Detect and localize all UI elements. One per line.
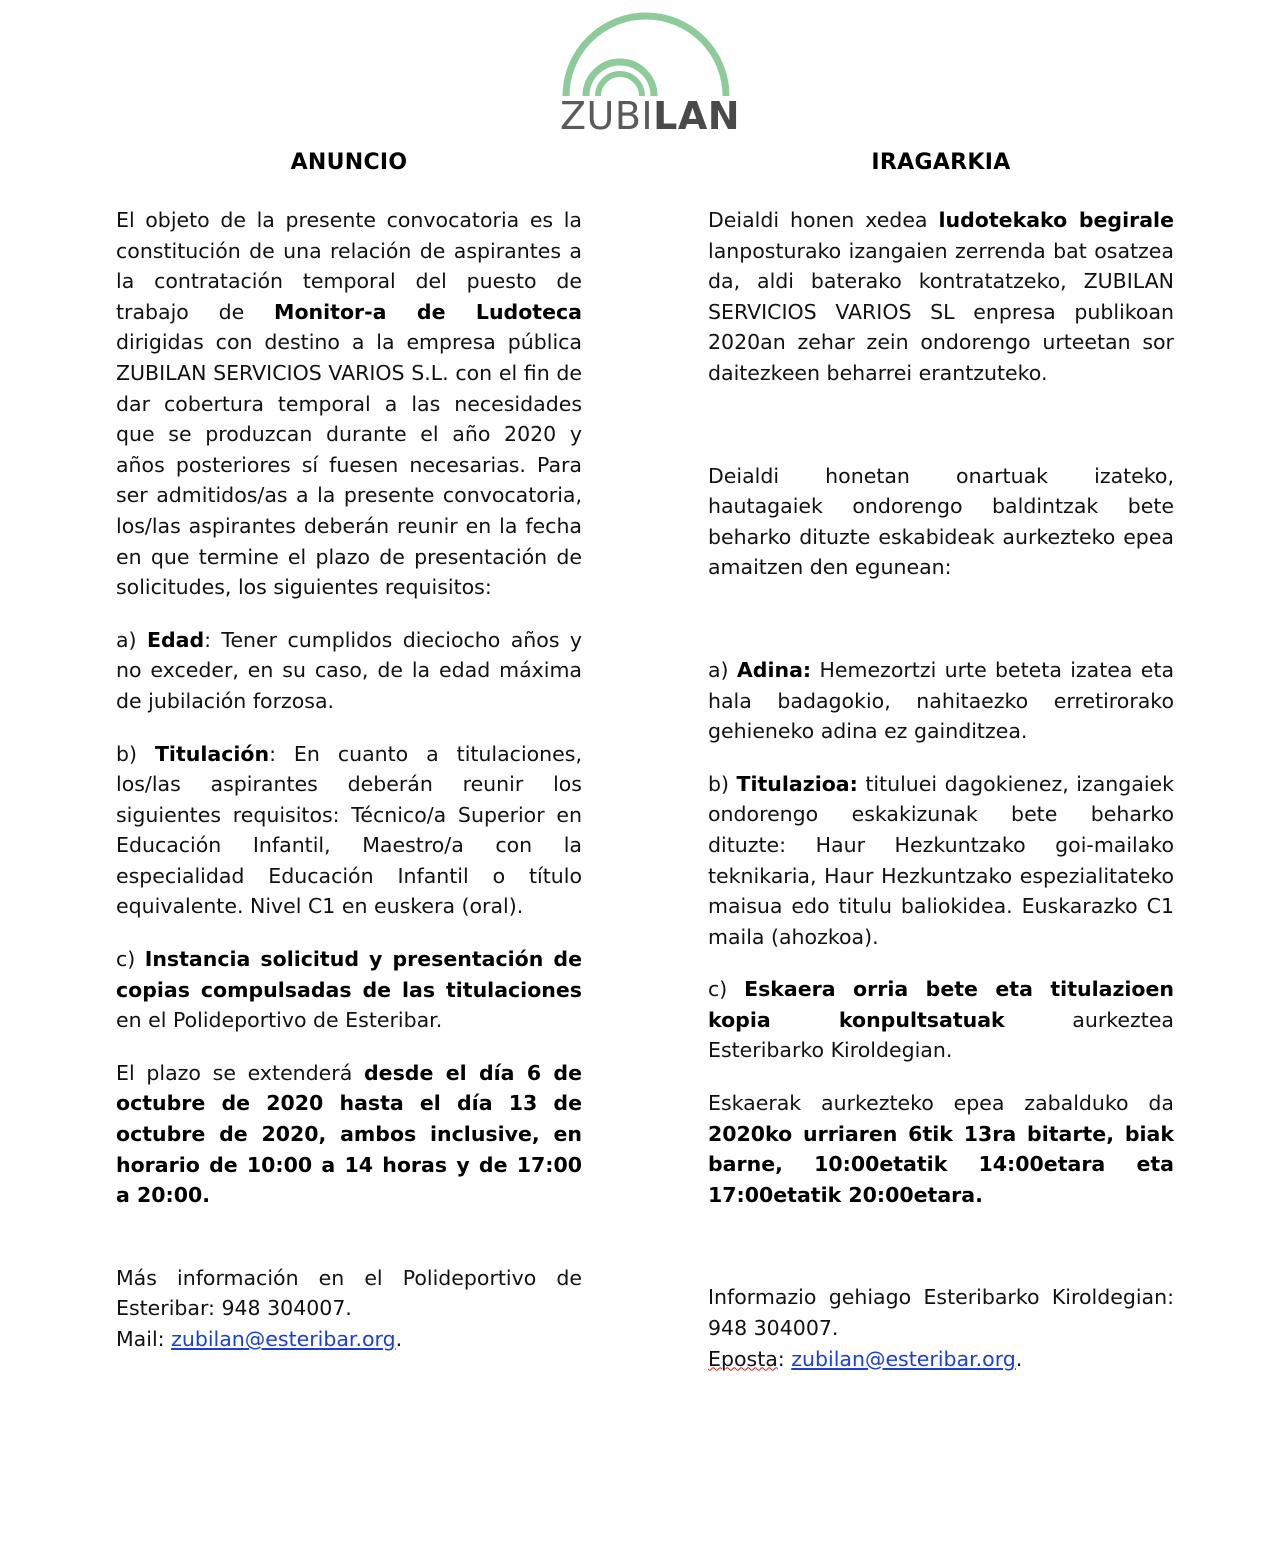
right-intro-bold: ludotekako begirale [938, 208, 1174, 232]
left-c-bold: Instancia solicitud y presentación de copias compulsadas de las titulaciones [116, 947, 582, 1002]
right-epea-text: Eskaerak aurkezteko epea zabalduko da [708, 1091, 1174, 1116]
logo-text-bold: LAN [653, 94, 741, 138]
left-c-prefix: c) [116, 947, 145, 972]
logo-text-light: ZUBI [560, 94, 654, 138]
left-intro-paragraph [116, 205, 582, 603]
right-column-basque [708, 150, 1174, 1374]
anuncio-title: ANUNCIO [290, 150, 408, 175]
right-info-paragraph [708, 1282, 1174, 1374]
right-intro-paragraph [708, 205, 1174, 389]
logo-wordmark [560, 94, 741, 138]
right-epea-paragraph [708, 1088, 1174, 1210]
right-intro-text-1: Deialdi honen xedea [708, 208, 939, 232]
right-requirement-a [708, 655, 1174, 747]
right-a-prefix: a) [708, 657, 737, 682]
right-a-text: Hemezortzi urte beteta izatea eta hala badagokio, nahitaezko erretirorako gehieneko adina ez gainditzea. [708, 657, 1175, 744]
left-mail-end: . [395, 1327, 403, 1351]
right-mail-label: Eposta [708, 1346, 778, 1371]
left-a-prefix: a) [116, 627, 147, 652]
right-conditions-paragraph: Deialdi honetan onartuak izateko, hautagaiek ondorengo baldintzak bete beharko dituzte eskabideak aurkezteko epea amaitzen den egunean: [708, 463, 1174, 580]
left-mail-label: Mail: [116, 1327, 172, 1351]
right-mail-link[interactable]: zubilan@esteribar.org [791, 1346, 1016, 1371]
logo-arcs-icon [560, 10, 732, 100]
left-intro-bold: Monitor-a de Ludoteca [274, 299, 582, 324]
right-c-text: aurkeztea Esteribarko Kiroldegian. [708, 1007, 1174, 1063]
left-b-bold: Titulación [154, 741, 270, 766]
left-info-paragraph [116, 1263, 582, 1355]
left-requirement-b [116, 739, 582, 923]
right-mail-colon: : [777, 1346, 792, 1371]
left-a-text: : Tener cumplidos dieciocho años y no exceder, en su caso, de la edad máxima de jubilación forzosa. [116, 627, 582, 713]
left-plazo-text: El plazo se extenderá [116, 1060, 364, 1085]
right-c-bold: Eskaera orria bete eta titulazioen kopia konpultsatuak [708, 977, 1174, 1032]
left-requirement-a [116, 625, 582, 717]
left-plazo-paragraph [116, 1058, 582, 1211]
right-info-text: Informazio gehiago Esteribarko Kiroldegian: 948 304007. [708, 1285, 1174, 1341]
left-intro-text-2: dirigidas con destino a la empresa pública ZUBILAN SERVICIOS VARIOS S.L. con el fin de dar cobertura temporal a las necesidades que se produzcan durante el año 2020 y años posteriores sí fuesen necesarias. Para ser admitidos/as a la presente convocatoria, los/las aspirantes deberán reunir en la fecha en que termine el plazo de presentación de solicitudes, los siguientes requisitos: [116, 330, 582, 600]
right-intro-text-2: lanposturako izangaien zerrenda bat osatzea da, aldi baterako kontratatzeko, ZUBILAN SERVICIOS VARIOS SL enpresa publikoan 2020an zehar zein ondorengo urteetan sor daitezkeen beharrei erantzuteko. [708, 238, 1174, 385]
left-intro-text-1: El objeto de la presente convocatoria es la constitución de una relación de aspirantes a la contratación temporal del puesto de trabajo de [116, 208, 582, 324]
right-requirement-b [708, 769, 1174, 953]
right-b-text: tituluei dagokienez, izangaiek ondorengo eskakizunak bete beharko dituzte: Haur Hezkuntzako goi-mailako teknikaria, Haur Hezkuntzako espezialitateko maisua edo titulu baliokidea. Euskarazko C1 maila (ahozkoa). [708, 771, 1175, 949]
iragarkia-title: IRAGARKIA [871, 150, 1011, 175]
left-c-text: en el Polideportivo de Esteribar. [116, 1008, 443, 1033]
left-requirement-c [116, 944, 582, 1036]
right-b-prefix: b) [708, 771, 737, 796]
left-column-spanish [116, 150, 582, 1355]
right-epea-bold: 2020ko urriaren 6tik 13ra bitarte, biak barne, 10:00etatik 14:00etara eta 17:00etatik 20:00etara. [708, 1121, 1174, 1207]
left-a-bold: Edad [146, 627, 205, 652]
right-requirement-c [708, 974, 1174, 1066]
left-b-prefix: b) [116, 741, 155, 766]
right-c-prefix: c) [708, 977, 745, 1002]
left-plazo-bold: desde el día 6 de octubre de 2020 hasta el día 13 de octubre de 2020, ambos inclusive, en horario de 10:00 a 14 horas y de 17:00 a 20:00. [116, 1060, 582, 1208]
left-b-text: : En cuanto a titulaciones, los/las aspirantes deberán reunir los siguientes requisitos: Técnico/a Superior en Educación Infantil, Maestro/a con la especialidad Educación Infantil o título equivalente. Nivel C1 en euskera (oral). [116, 741, 582, 919]
right-a-bold: Adina: [736, 657, 812, 682]
left-mail-link[interactable]: zubilan@esteribar.org [171, 1327, 396, 1351]
right-mail-end: . [1015, 1346, 1023, 1371]
right-b-bold: Titulazioa: [736, 771, 858, 796]
zubilan-logo [560, 10, 741, 138]
left-info-text: Más información en el Polideportivo de Esteribar: 948 304007. [116, 1265, 582, 1321]
